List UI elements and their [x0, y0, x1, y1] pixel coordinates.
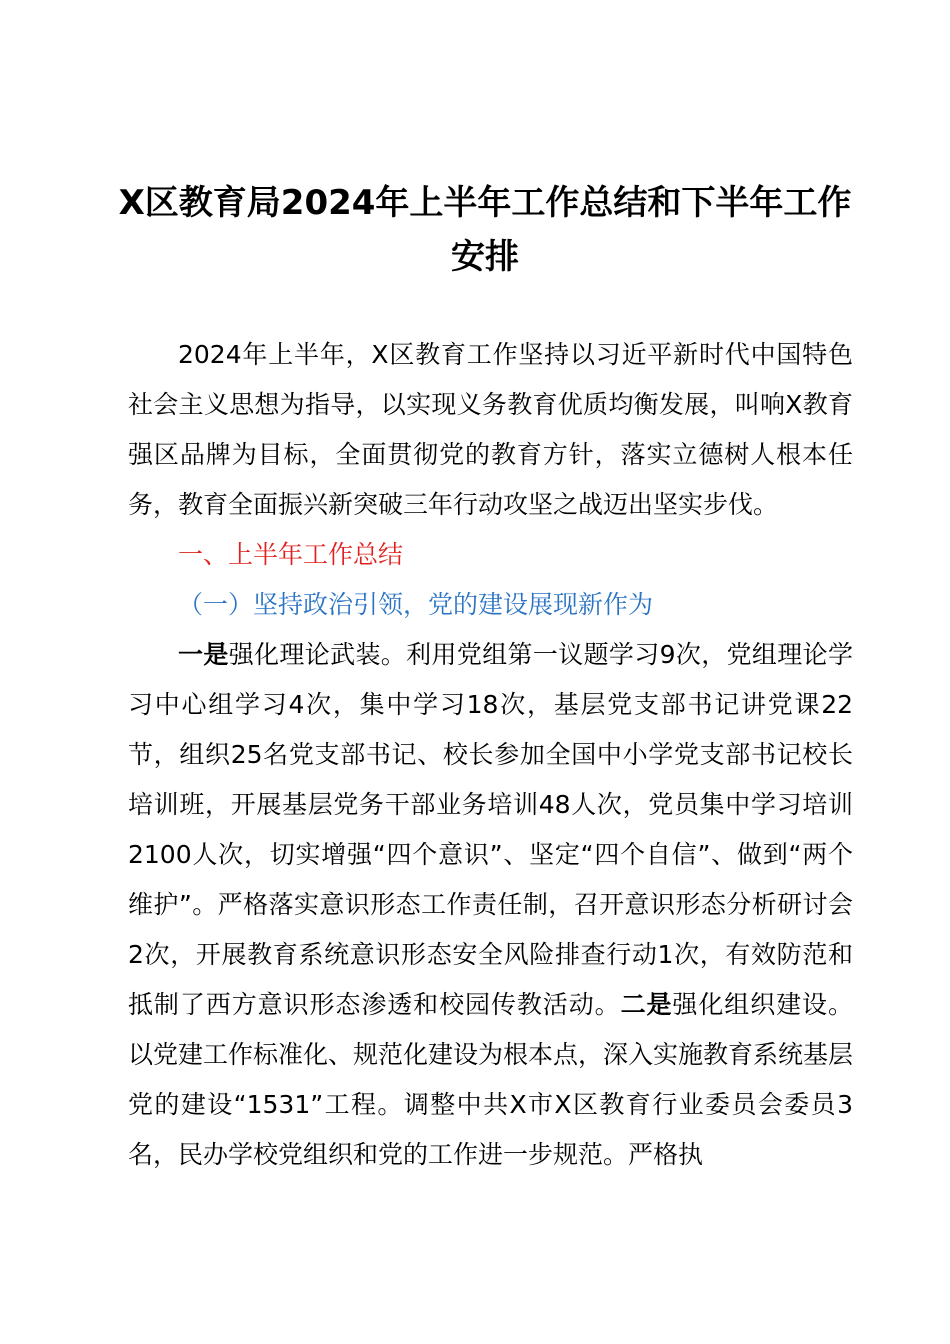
lead-marker-1: 一是 — [178, 640, 229, 669]
paragraph-text-1: 强化理论武装。利用党组第一议题学习9次，党组理论学习中心组学习4次，集中学习18次，基层党支部书记讲党课22节，组织25名党支部书记、校长参加全国中小学党支部书记校长培训班，开展基层党务干部业务培训48人次，党员集中学习培训2100人次，切实增强“四个意识”、坚定“四个自信”、做到“两个维护”。严格落实意识形态工作责任制，召开意识形态分析研讨会2次，开展教育系统意识形态安全风险排查行动1次，有效防范和抵制了西方意识形态渗透和校园传教活动。 — [128, 640, 853, 1019]
paragraph-text-2: 强化组织建设。以党建工作标准化、规范化建设为根本点，深入实施教育系统基层党的建设“1531”工程。调整中共X市X区教育行业委员会委员3名，民办学校党组织和党的工作进一步规范。严格执 — [128, 990, 854, 1169]
document-title: X区教育局2024年上半年工作总结和下半年工作安排 — [118, 183, 852, 277]
intro-paragraph: 2024年上半年，X区教育工作坚持以习近平新时代中国特色社会主义思想为指导，以实现义务教育优质均衡发展，叫响X教育强区品牌为目标，全面贯彻党的教育方针，落实立德树人根本任务，教育全面振兴新突破三年行动攻坚之战迈出坚实步伐。 — [128, 340, 853, 519]
lead-marker-2: 二是 — [620, 990, 673, 1019]
section-heading: 一、上半年工作总结 — [178, 540, 404, 569]
body-paragraph — [128, 630, 853, 1180]
subsection-heading: （一）坚持政治引领，党的建设展现新作为 — [178, 590, 654, 619]
